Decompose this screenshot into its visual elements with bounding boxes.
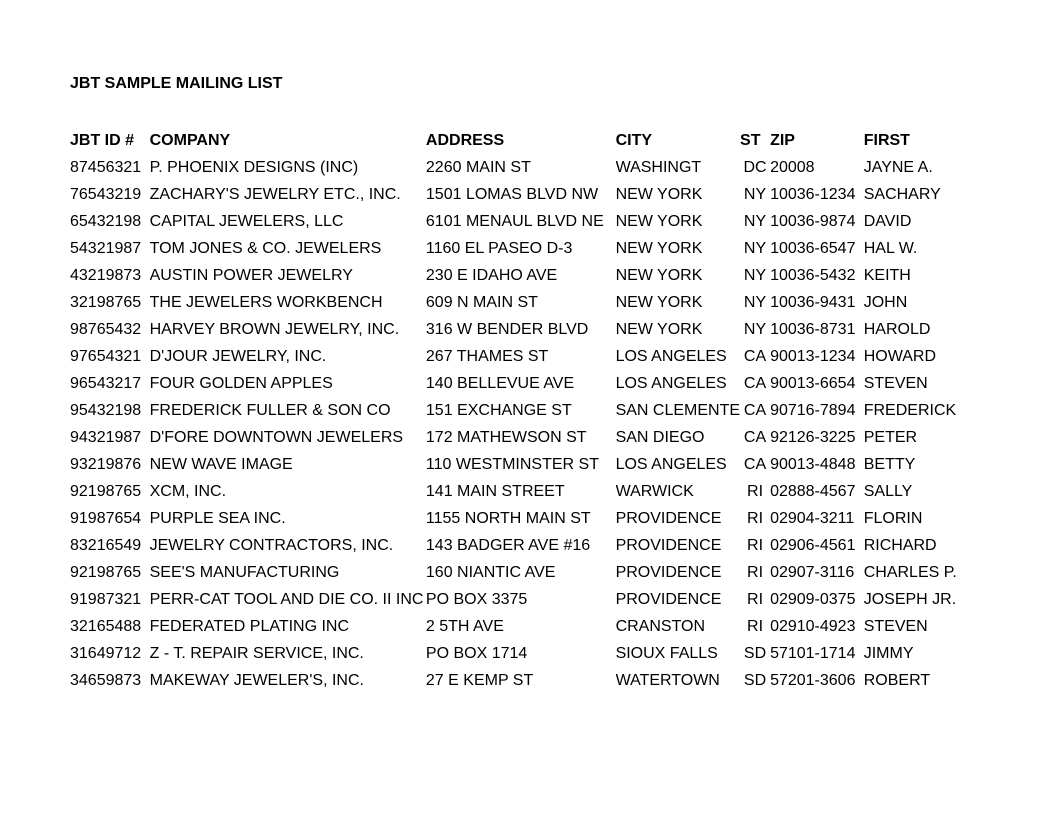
cell-id: 76543219 xyxy=(70,186,142,203)
cell-company: XCM, INC. xyxy=(149,483,227,500)
cell-first: HOWARD xyxy=(863,348,937,365)
table-row xyxy=(70,559,970,586)
cell-first: KEITH xyxy=(863,267,911,284)
cell-first: HAROLD xyxy=(863,321,931,338)
cell-zip: 10036-9874 xyxy=(770,213,856,230)
cell-zip: 90716-7894 xyxy=(770,402,856,419)
cell-address: 609 N MAIN ST xyxy=(425,294,538,311)
table-row xyxy=(70,154,970,181)
cell-company: PURPLE SEA INC. xyxy=(149,510,286,527)
table-row xyxy=(70,424,970,451)
header-row xyxy=(70,127,970,154)
cell-city: NEW YORK xyxy=(615,240,703,257)
cell-state: RI xyxy=(747,564,764,581)
cell-id: 87456321 xyxy=(70,159,142,176)
cell-first: FLORIN xyxy=(863,510,923,527)
cell-address: 6101 MENAUL BLVD NE xyxy=(425,213,604,230)
column-header-city: CITY xyxy=(615,132,653,149)
cell-city: NEW YORK xyxy=(615,213,703,230)
cell-id: 95432198 xyxy=(70,402,142,419)
cell-zip: 02907-3116 xyxy=(770,564,855,581)
cell-company: MAKEWAY JEWELER'S, INC. xyxy=(149,672,364,689)
cell-zip: 10036-8731 xyxy=(770,321,856,338)
table-row xyxy=(70,235,970,262)
cell-address: 141 MAIN STREET xyxy=(425,483,565,500)
cell-city: NEW YORK xyxy=(615,186,703,203)
cell-address: 143 BADGER AVE #16 xyxy=(425,537,591,554)
cell-first: JOHN xyxy=(863,294,908,311)
cell-id: 91987654 xyxy=(70,510,142,527)
cell-zip: 20008 xyxy=(770,159,815,176)
cell-city: NEW YORK xyxy=(615,321,703,338)
cell-address: 172 MATHEWSON ST xyxy=(425,429,587,446)
cell-state: RI xyxy=(747,510,764,527)
cell-first: ROBERT xyxy=(863,672,931,689)
cell-city: WATERTOWN xyxy=(615,672,720,689)
cell-id: 54321987 xyxy=(70,240,142,257)
cell-company: ZACHARY'S JEWELRY ETC., INC. xyxy=(149,186,401,203)
cell-company: CAPITAL JEWELERS, LLC xyxy=(149,213,344,230)
cell-id: 83216549 xyxy=(70,537,142,554)
cell-city: LOS ANGELES xyxy=(615,375,727,392)
cell-first: SACHARY xyxy=(863,186,941,203)
cell-state: DC xyxy=(743,159,767,176)
cell-id: 98765432 xyxy=(70,321,142,338)
mailing-list-table xyxy=(70,127,970,694)
cell-state: NY xyxy=(743,240,767,257)
table-row xyxy=(70,586,970,613)
cell-address: 1155 NORTH MAIN ST xyxy=(425,510,591,527)
cell-company: D'FORE DOWNTOWN JEWELERS xyxy=(149,429,404,446)
cell-city: LOS ANGELES xyxy=(615,348,727,365)
cell-id: 96543217 xyxy=(70,375,142,392)
cell-state: NY xyxy=(743,186,767,203)
cell-first: STEVEN xyxy=(863,618,928,635)
cell-zip: 10036-6547 xyxy=(770,240,856,257)
cell-company: TOM JONES & CO. JEWELERS xyxy=(149,240,382,257)
cell-city: PROVIDENCE xyxy=(615,537,722,554)
cell-city: NEW YORK xyxy=(615,267,703,284)
cell-company: HARVEY BROWN JEWELRY, INC. xyxy=(149,321,400,338)
column-header-company: COMPANY xyxy=(149,132,231,149)
cell-state: RI xyxy=(747,483,764,500)
cell-address: 2 5TH AVE xyxy=(425,618,504,635)
cell-id: 93219876 xyxy=(70,456,142,473)
cell-id: 97654321 xyxy=(70,348,142,365)
table-row xyxy=(70,451,970,478)
cell-city: WARWICK xyxy=(615,483,694,500)
table-row xyxy=(70,667,970,694)
column-header-zip: ZIP xyxy=(770,132,795,149)
cell-first: BETTY xyxy=(863,456,916,473)
cell-id: 92198765 xyxy=(70,483,142,500)
document-title: JBT SAMPLE MAILING LIST xyxy=(70,75,283,92)
cell-first: RICHARD xyxy=(863,537,937,554)
cell-address: 1160 EL PASEO D-3 xyxy=(425,240,573,257)
cell-company: Z - T. REPAIR SERVICE, INC. xyxy=(149,645,364,662)
table-row xyxy=(70,478,970,505)
cell-first: JIMMY xyxy=(863,645,914,662)
mailing-list-sheet xyxy=(70,74,970,694)
column-header-state: ST xyxy=(740,132,761,149)
table-row xyxy=(70,208,970,235)
cell-zip: 02888-4567 xyxy=(770,483,856,500)
table-row xyxy=(70,316,970,343)
cell-state: RI xyxy=(747,618,764,635)
cell-zip: 10036-9431 xyxy=(770,294,856,311)
cell-city: SAN CLEMENTE xyxy=(615,402,741,419)
table-row xyxy=(70,343,970,370)
cell-state: NY xyxy=(743,294,767,311)
cell-zip: 10036-5432 xyxy=(770,267,856,284)
cell-city: SIOUX FALLS xyxy=(615,645,718,662)
cell-id: 32165488 xyxy=(70,618,142,635)
cell-zip: 57201-3606 xyxy=(770,672,856,689)
cell-company: AUSTIN POWER JEWELRY xyxy=(149,267,353,284)
cell-city: LOS ANGELES xyxy=(615,456,727,473)
cell-address: 267 THAMES ST xyxy=(425,348,549,365)
cell-city: NEW YORK xyxy=(615,294,703,311)
cell-first: PETER xyxy=(863,429,918,446)
cell-company: FOUR GOLDEN APPLES xyxy=(149,375,333,392)
table-row xyxy=(70,505,970,532)
cell-city: PROVIDENCE xyxy=(615,591,722,608)
cell-address: PO BOX 1714 xyxy=(425,645,528,662)
cell-city: SAN DIEGO xyxy=(615,429,705,446)
cell-state: NY xyxy=(743,321,767,338)
cell-state: CA xyxy=(743,348,767,365)
cell-zip: 02910-4923 xyxy=(770,618,856,635)
cell-id: 31649712 xyxy=(70,645,142,662)
cell-address: 110 WESTMINSTER ST xyxy=(425,456,599,473)
cell-zip: 90013-6654 xyxy=(770,375,856,392)
cell-city: PROVIDENCE xyxy=(615,564,722,581)
table-row xyxy=(70,640,970,667)
cell-id: 91987321 xyxy=(70,591,142,608)
cell-company: THE JEWELERS WORKBENCH xyxy=(149,294,383,311)
cell-company: PERR-CAT TOOL AND DIE CO. II INC xyxy=(149,591,424,608)
cell-first: JOSEPH JR. xyxy=(863,591,957,608)
cell-zip: 10036-1234 xyxy=(770,186,856,203)
cell-zip: 57101-1714 xyxy=(770,645,856,662)
cell-company: SEE'S MANUFACTURING xyxy=(149,564,340,581)
cell-company: FREDERICK FULLER & SON CO xyxy=(149,402,391,419)
table-row xyxy=(70,181,970,208)
column-header-address: ADDRESS xyxy=(425,132,505,149)
cell-company: FEDERATED PLATING INC xyxy=(149,618,350,635)
cell-state: NY xyxy=(743,213,767,230)
cell-first: FREDERICK xyxy=(863,402,957,419)
cell-company: D'JOUR JEWELRY, INC. xyxy=(149,348,327,365)
cell-id: 43219873 xyxy=(70,267,142,284)
table-row xyxy=(70,262,970,289)
table-row xyxy=(70,532,970,559)
table-row xyxy=(70,370,970,397)
cell-id: 32198765 xyxy=(70,294,142,311)
cell-first: DAVID xyxy=(863,213,912,230)
cell-address: 2260 MAIN ST xyxy=(425,159,531,176)
cell-first: HAL W. xyxy=(863,240,918,257)
cell-address: 27 E KEMP ST xyxy=(425,672,534,689)
cell-zip: 90013-1234 xyxy=(770,348,856,365)
cell-company: JEWELRY CONTRACTORS, INC. xyxy=(149,537,394,554)
cell-first: SALLY xyxy=(863,483,913,500)
cell-city: WASHINGT xyxy=(615,159,702,176)
cell-zip: 02904-3211 xyxy=(770,510,855,527)
cell-address: 1501 LOMAS BLVD NW xyxy=(425,186,599,203)
cell-id: 94321987 xyxy=(70,429,142,446)
cell-state: SD xyxy=(743,645,767,662)
cell-company: P. PHOENIX DESIGNS (INC) xyxy=(149,159,359,176)
cell-company: NEW WAVE IMAGE xyxy=(149,456,293,473)
cell-address: 230 E IDAHO AVE xyxy=(425,267,558,284)
cell-first: JAYNE A. xyxy=(863,159,933,176)
table-body xyxy=(70,154,970,694)
cell-address: 151 EXCHANGE ST xyxy=(425,402,572,419)
cell-address: 316 W BENDER BLVD xyxy=(425,321,589,338)
cell-first: CHARLES P. xyxy=(863,564,957,581)
cell-zip: 02906-4561 xyxy=(770,537,856,554)
cell-address: PO BOX 3375 xyxy=(425,591,528,608)
cell-address: 160 NIANTIC AVE xyxy=(425,564,556,581)
cell-id: 92198765 xyxy=(70,564,142,581)
cell-state: CA xyxy=(743,456,767,473)
cell-state: RI xyxy=(747,591,764,608)
cell-state: SD xyxy=(743,672,767,689)
column-header-id: JBT ID # xyxy=(70,132,135,149)
cell-first: STEVEN xyxy=(863,375,928,392)
cell-city: CRANSTON xyxy=(615,618,706,635)
column-header-first: FIRST xyxy=(863,132,910,149)
cell-zip: 90013-4848 xyxy=(770,456,856,473)
table-row xyxy=(70,613,970,640)
cell-state: CA xyxy=(743,402,767,419)
cell-zip: 02909-0375 xyxy=(770,591,856,608)
cell-state: CA xyxy=(743,375,767,392)
cell-address: 140 BELLEVUE AVE xyxy=(425,375,575,392)
cell-state: NY xyxy=(743,267,767,284)
cell-state: RI xyxy=(747,537,764,554)
table-row xyxy=(70,397,970,424)
table-row xyxy=(70,289,970,316)
cell-id: 65432198 xyxy=(70,213,142,230)
cell-id: 34659873 xyxy=(70,672,142,689)
cell-state: CA xyxy=(743,429,767,446)
cell-city: PROVIDENCE xyxy=(615,510,722,527)
cell-zip: 92126-3225 xyxy=(770,429,856,446)
